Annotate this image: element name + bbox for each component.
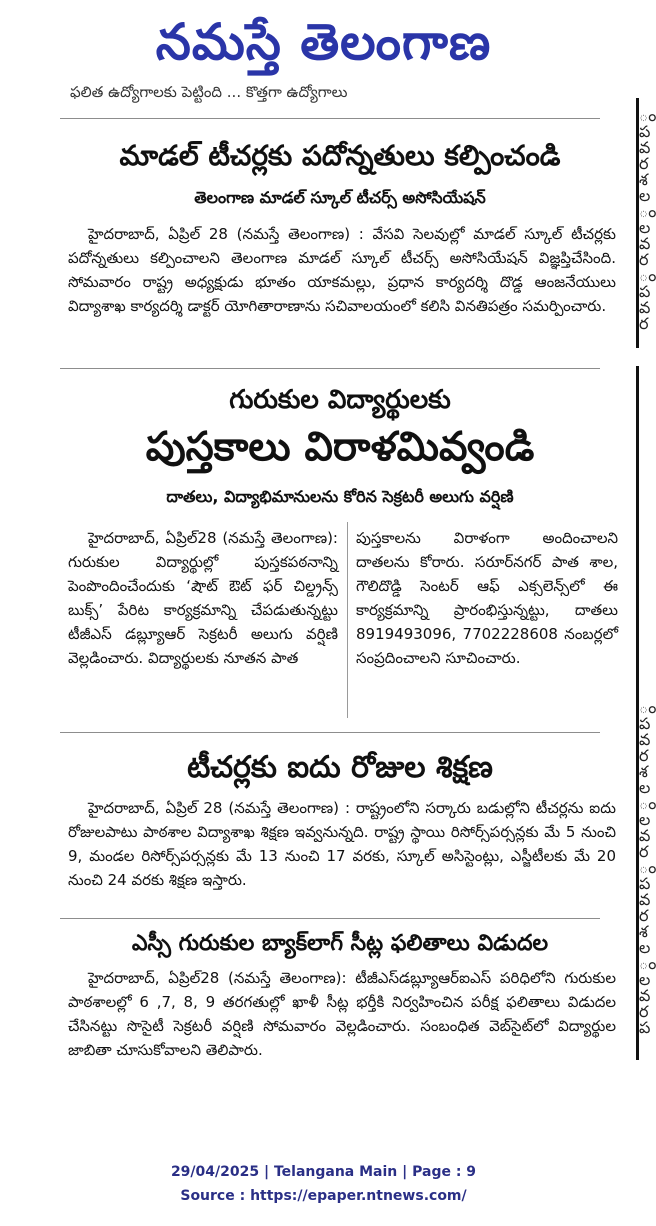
headline: ఎస్సీ గురుకుల బ్యాక్‌లాగ్ సీట్ల ఫలితాలు విడుదల [131,931,549,956]
article-body: హైదరాబాద్, ఏప్రిల్ 28 (నమస్తే తెలంగాణ) : వేసవి సెలవుల్లో మాడల్ స్కూల్ టీచర్లకు పదోన్నతులు కల్పించాలని తెలంగాణ మాడల్ స్కూల్ టీచర్స్ అసోసియేషన్ విజ్ఞప్తిచేసింది. సోమవారం రాష్ట్ర అధ్యక్షుడు భూతం యాకమల్లు, ప్రధాన కార్యదర్శి దొడ్డ ఆంజనేయులు విద్యాశాఖ కార్యదర్శి డాక్టర్ యోగితారాణాను సచివాలయంలో కలిసి వినతిపత్రం సమర్పించారు. [68,225,616,315]
divider [60,368,600,369]
subheadline: దాతలు, విద్యాభిమానులను కోరిన సెక్రటరీ అలుగు వర్షిణి [166,487,514,506]
headline: మాడల్ టీచర్లకు పదోన్నతులు కల్పించండి [119,139,561,172]
cut-off-text-strip [70,83,500,102]
kicker: గురుకుల విద్యార్థులకు [229,385,451,415]
subheadline: తెలంగాణ మాడల్ స్కూల్ టీచర్స్ అసోసియేషన్ [194,188,486,207]
footer-date-page: 29/04/2025 | Telangana Main | Page : 9 [170,1164,477,1180]
right-edge-text-fragment: ం ప వ ర శ ల ం ల వ ర ం ప వ ర [639,106,656,333]
masthead-logo: నమస్తే తెలంగాణ [155,13,492,71]
column-divider [347,522,348,718]
headline: టీచర్లకు ఐదు రోజుల శిక్షణ [187,750,493,785]
article-body-right-column: పుస్తకాలను విరాళంగా అందించాలని దాతలను కోరారు. సరూర్‌నగర్ పాత శాల, గౌలిదొడ్డి సెంటర్ ఆఫ్ ఎక్సలెన్స్‌లో ఈ కార్యక్రమాన్ని ప్రారంభిస్తున్నట్టు, దాతలు 8919493096, 7702228608 నంబర్లలో సంప్రదించాలని సూచించారు. [356,529,618,667]
article-body-left-column: హైదరాబాద్, ఏప్రిల్28 (నమస్తే తెలంగాణ): గురుకుల విద్యార్థుల్లో పుస్తకపఠనాన్ని పెంపొందించేందుకు ‘షౌట్ ఔట్ ఫర్ చిల్డ్రన్స్ బుక్స్’ పేరిట కార్యక్రమాన్ని చేపడుతున్నట్టు టీజీఎస్ డబ్ల్యూఆర్ సెక్రటరీ అలుగు వర్షిణి వెల్లడించారు. విద్యార్థులకు నూతన పాత [68,529,338,667]
divider [60,118,600,119]
article-body: హైదరాబాద్, ఏప్రిల్28 (నమస్తే తెలంగాణ): టీజీఎస్‌డబ్ల్యూఆర్ఐఎస్ పరిధిలోని గురుకుల పాఠశాలల్లో 6 ,7, 8, 9 తరగతుల్లో ఖాళీ సీట్ల భర్తీకి నిర్వహించిన పరీక్ష ఫలితాలు విడుదల చేసినట్టు సొసైటీ సెక్రటరీ వర్షిణి సోమవారం వెల్లడించారు. సంబంధిత వెబ్‌సైట్‌లో విద్యార్థుల జాబితా చూసుకోవాలని తెలిపారు. [68,969,616,1059]
divider [60,918,600,919]
cut-off-text: ఫలిత ఉద్యోగాలకు పెట్టింది ... కొత్తగా ఉద్యోగాలు [70,83,348,101]
article-body: హైదరాబాద్, ఏప్రిల్ 28 (నమస్తే తెలంగాణ) : రాష్ట్రంలోని సర్కారు బడుల్లోని టీచర్లను ఐదు రోజులపాటు పాఠశాల విద్యాశాఖ శిక్షణ ఇవ్వనున్నది. రాష్ట్ర స్థాయి రిసోర్స్‌పర్సన్లకు మే 5 నుంచి 9, మండల రిసోర్స్‌పర్సన్లకు మే 13 నుంచి 17 వరకు, స్కూల్ అసిస్టెంట్లు, ఎస్జీటీలకు మే 20 నుంచి 24 వరకు శిక్షణ ఇస్తారు. [68,799,616,889]
footer-source: Source : https://epaper.ntnews.com/ [180,1188,467,1204]
headline: పుస్తకాలు విరాళమివ్వండి [145,424,535,470]
divider [60,732,600,733]
right-edge-text-fragment: ం ప వ ర శ ల ం ల వ ర ం ప వ ర శ ల ం ల వ ర ప [639,698,656,1037]
